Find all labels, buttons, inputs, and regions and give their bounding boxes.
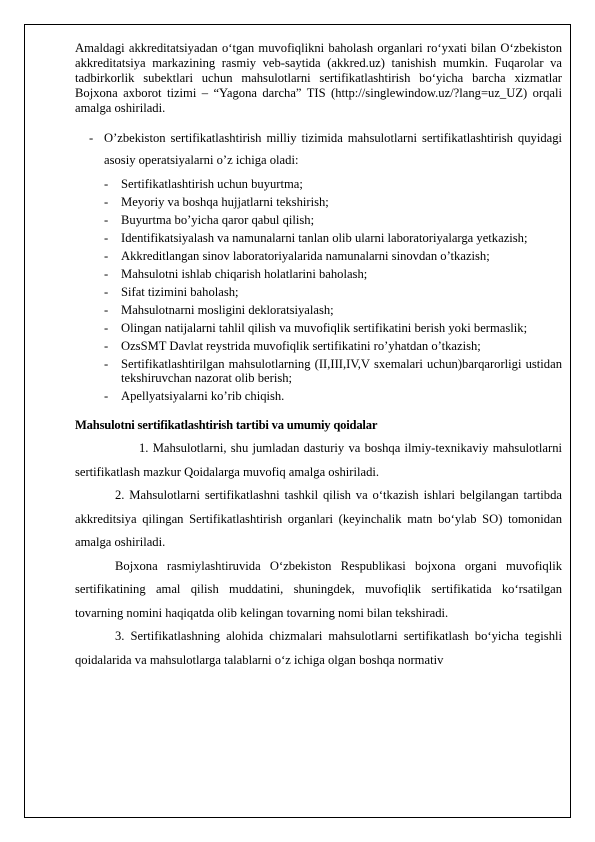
- list-item: [75, 231, 562, 245]
- list-item-text: OzsSMT Davlat reystrida muvofiqlik sertifikatini ro’yhatdan o’tkazish;: [121, 339, 481, 353]
- dash-marker: -: [89, 131, 94, 145]
- list-item-text: Akkreditlangan sinov laboratoriyalarida namunalarni sinovdan o’tkazish;: [121, 249, 490, 263]
- list-item-text: Sifat tizimini baholash;: [121, 285, 239, 299]
- intro-paragraph: Amaldagi akkreditatsiyadan o‘tgan muvofiqlikni baholash organlari ro‘yxati bilan O‘zbekiston akkreditatsiya markazining rasmiy veb-saytida (akkred.uz) tanishish mumkin. Fuqarolar va tadbirkorlik subektlari uchun mahsulotlarni sertifikatlashtirish bo‘yicha barcha xizmatlar Bojxona axborot tizimi – “Yagona darcha” TIS (http://singlewindow.uz/?lang=uz_UZ) orqali amalga oshiriladi.: [75, 41, 562, 115]
- dash-marker: -: [104, 249, 109, 263]
- dash-marker: -: [104, 195, 109, 209]
- list-item: [75, 285, 562, 299]
- main-list-item: [75, 127, 562, 171]
- list-item-text: Olingan natijalarni tahlil qilish va muvofiqlik sertifikatini berish yoki bermaslik;: [121, 321, 528, 335]
- list-item: [75, 249, 562, 263]
- list-item-text: Sertifikatlashtirish uchun buyurtma;: [121, 177, 303, 191]
- list-item: [75, 267, 562, 281]
- main-list-text: O’zbekiston sertifikatlashtirish milliy tizimida mahsulotlarni sertifikatlashtirish quyidagi asosiy operatsiyalarni o’z ichiga oladi:: [104, 131, 562, 167]
- list-item-text: Identifikatsiyalash va namunalarni tanlan olib ularni laboratoriyalarga yetkazish;: [121, 231, 528, 245]
- paragraph-3: Bojxona rasmiylashtiruvida O‘zbekiston Respublikasi bojxona organi muvofiqlik sertifikatining amal qilish muddatini, shuningdek, muvofiqlik sertifikatida ko‘rsatilgan tovarning nomini haqiqatda olib kelingan tovarning nomi bilan tekshiradi.: [75, 558, 562, 620]
- operations-list: [75, 177, 562, 403]
- dash-marker: -: [104, 389, 109, 403]
- list-item: [75, 389, 562, 403]
- list-item: [75, 303, 562, 317]
- list-item-text: Mahsulotni ishlab chiqarish holatlarini baholash;: [121, 267, 368, 281]
- document-body: [75, 41, 562, 672]
- list-item: [75, 177, 562, 191]
- section-heading: Mahsulotni sertifikatlashtirish tartibi va umumiy qoidalar: [75, 418, 378, 432]
- list-item: [75, 195, 562, 209]
- dash-marker: -: [104, 267, 109, 281]
- list-item: [75, 357, 562, 385]
- dash-marker: -: [104, 285, 109, 299]
- dash-marker: -: [104, 357, 109, 371]
- list-item: [75, 339, 562, 353]
- list-item: [75, 321, 562, 335]
- paragraph-4: 3. Sertifikatlashning alohida chizmalari mahsulotlarni sertifikatlash bo‘yicha tegishli qoidalarida va mahsulotlarga talablarni o‘z ichiga olgan boshqa normativ: [75, 629, 562, 667]
- dash-marker: -: [104, 213, 109, 227]
- list-item-text: Mahsulotnarni mosligini dekloratsiyalash;: [121, 303, 334, 317]
- list-item-text: Meyoriy va boshqa hujjatlarni tekshirish;: [121, 195, 329, 209]
- paragraph-2: 2. Mahsulotlarni sertifikatlashni tashkil qilish va o‘tkazish ishlari belgilangan tartibda akkreditsiya qilingan Sertifikatlashtirish organlari (keyinchalik matn bo‘ylab SO) tomonidan amalga oshiriladi.: [75, 488, 562, 549]
- dash-marker: -: [104, 177, 109, 191]
- list-item: [75, 213, 562, 227]
- dash-marker: -: [104, 321, 109, 335]
- dash-marker: -: [104, 303, 109, 317]
- dash-marker: -: [104, 231, 109, 245]
- list-item-text: Buyurtma bo’yicha qaror qabul qilish;: [121, 213, 315, 227]
- dash-marker: -: [104, 339, 109, 353]
- list-item-text: Apellyatsiyalarni ko’rib chiqish.: [121, 389, 285, 403]
- paragraph-1: 1. Mahsulotlarni, shu jumladan dasturiy va boshqa ilmiy-texnikaviy mahsulotlarni sertifikatlash mazkur Qoidalarga muvofiq amalga oshiriladi.: [75, 441, 562, 479]
- list-item-text: Sertifikatlashtirilgan mahsulotlarning (II,III,IV,V sxemalari uchun)barqarorligi ustidan tekshiruvchan nazorat olib berish;: [121, 357, 562, 385]
